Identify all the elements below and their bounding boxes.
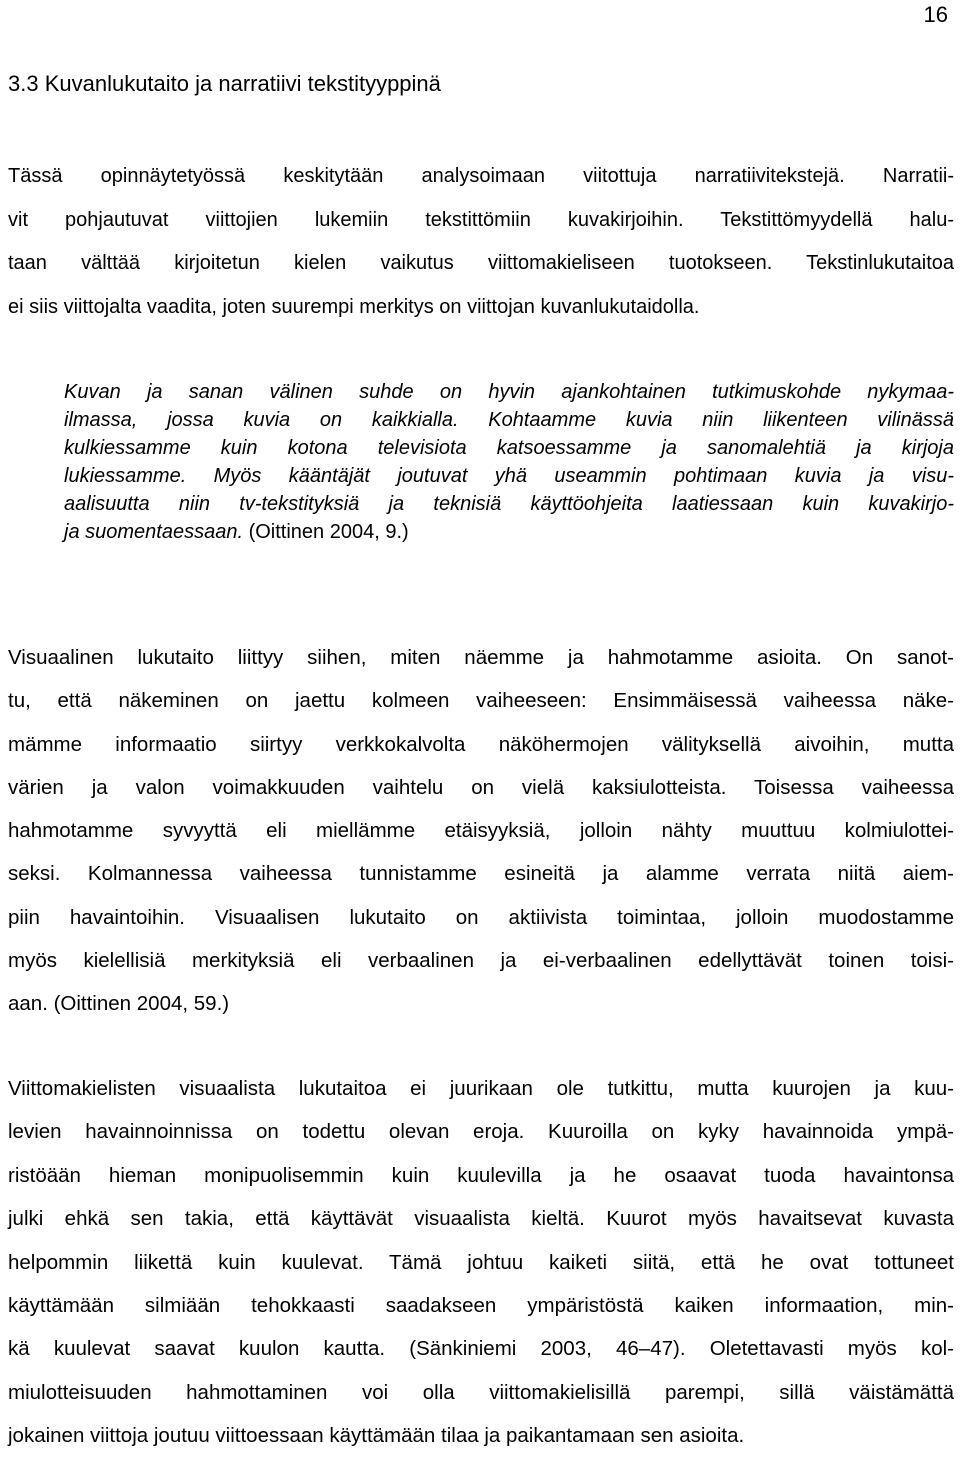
quote-text: ja suomentaessaan.	[64, 521, 244, 543]
text-line: aan. (Oittinen 2004, 59.)	[8, 992, 230, 1016]
page-number: 16	[923, 2, 948, 27]
paragraph-visual-literacy	[8, 636, 954, 1026]
quote-text: aalisuutta niin tv-tekstityksiä ja teknisiä käyttöohjeita laatiessaan kuin kuvakirjo-	[64, 493, 954, 515]
quote-text: kulkiessamme kuin kotona televisiota katsoessamme ja sanomalehtiä ja kirjoja	[64, 437, 954, 459]
quote-text: ilmassa, jossa kuvia on kaikkialla. Kohtaamme kuvia niin liikenteen vilinässä	[64, 409, 954, 431]
text-line: tu, että näkeminen on jaettu kolmeen vaiheeseen: Ensimmäisessä vaiheessa näke-	[8, 689, 954, 713]
text-line: miulotteisuuden hahmottaminen voi olla viittomakielisillä parempi, sillä väistämättä	[8, 1380, 954, 1404]
paragraph-sign-language	[8, 1067, 954, 1458]
text-line: ei siis viittojalta vaadita, joten suurempi merkitys on viittojan kuvanlukutaidolla.	[8, 295, 700, 318]
text-line: mämme informaatio siirtyy verkkokalvolta näköhermojen välityksellä aivoihin, mutta	[8, 732, 954, 756]
text-line: helpommin liikettä kuin kuulevat. Tämä johtuu kaiketi siitä, että he ovat tottuneet	[8, 1250, 954, 1274]
text-line: Viittomakielisten visuaalista lukutaitoa ei juurikaan ole tutkittu, mutta kuurojen ja kuu-	[8, 1077, 954, 1100]
quote-citation: (Oittinen 2004, 9.)	[243, 521, 409, 543]
quote-line	[64, 378, 954, 406]
text-line: Tässä opinnäytetyössä keskitytään analysoimaan viitottuja narratiivitekstejä. Narratii-	[8, 165, 954, 187]
text-line: seksi. Kolmannessa vaiheessa tunnistamme esineitä ja alamme verrata niitä aiem-	[8, 862, 954, 886]
text-line: myös kielellisiä merkityksiä eli verbaalinen ja ei-verbaalinen edellyttävät toinen toisi-	[8, 949, 954, 973]
quote-text: lukiessamme. Myös kääntäjät joutuvat yhä useammin pohtimaan kuvia ja visu-	[64, 465, 954, 487]
text-line: värien ja valon voimakkuuden vaihtelu on vielä kaksiulotteista. Toisessa vaiheessa	[8, 775, 954, 799]
text-line: hahmotamme syvyyttä eli miellämme etäisyyksiä, jolloin nähty muuttuu kolmiulottei-	[8, 819, 954, 843]
text-line: kä kuulevat saavat kuulon kautta. (Sänkiniemi 2003, 46–47). Oletettavasti myös kol-	[8, 1337, 954, 1361]
text-line: piin havaintoihin. Visuaalisen lukutaito on aktiivista toimintaa, jolloin muodostamme	[8, 905, 954, 929]
quote-line	[64, 490, 954, 518]
text-line: jokainen viittoja joutuu viittoessaan käyttämään tilaa ja paikantamaan sen asioita.	[8, 1424, 745, 1448]
paragraph-intro	[8, 155, 954, 329]
text-line: Visuaalinen lukutaito liittyy siihen, miten näemme ja hahmotamme asioita. On sanot-	[8, 646, 954, 669]
quote-line	[64, 406, 954, 434]
section-heading: 3.3 Kuvanlukutaito ja narratiivi tekstityyppinä	[8, 71, 441, 96]
quote-line	[64, 518, 954, 546]
text-line: vit pohjautuvat viittojien lukemiin tekstittömiin kuvakirjoihin. Tekstittömyydellä halu-	[8, 208, 954, 231]
text-line: julki ehkä sen takia, että käyttävät visuaalista kieltä. Kuurot myös havaitsevat kuvasta	[8, 1207, 954, 1231]
text-line: taan välttää kirjoitetun kielen vaikutus viittomakieliseen tuotokseen. Tekstinlukutaitoa	[8, 252, 954, 274]
quote-text: Kuvan ja sanan välinen suhde on hyvin ajankohtainen tutkimuskohde nykymaa-	[64, 381, 954, 403]
text-line: levien havainnoinnissa on todettu olevan eroja. Kuuroilla on kyky havainnoida ympä-	[8, 1120, 954, 1144]
block-quote	[64, 378, 954, 546]
text-line: käyttämään silmiään tehokkaasti saadakseen ympäristöstä kaiken informaation, min-	[8, 1294, 954, 1318]
quote-line	[64, 434, 954, 462]
quote-line	[64, 462, 954, 490]
text-line: ristöään hieman monipuolisemmin kuin kuulevilla ja he osaavat tuoda havaintonsa	[8, 1163, 954, 1187]
